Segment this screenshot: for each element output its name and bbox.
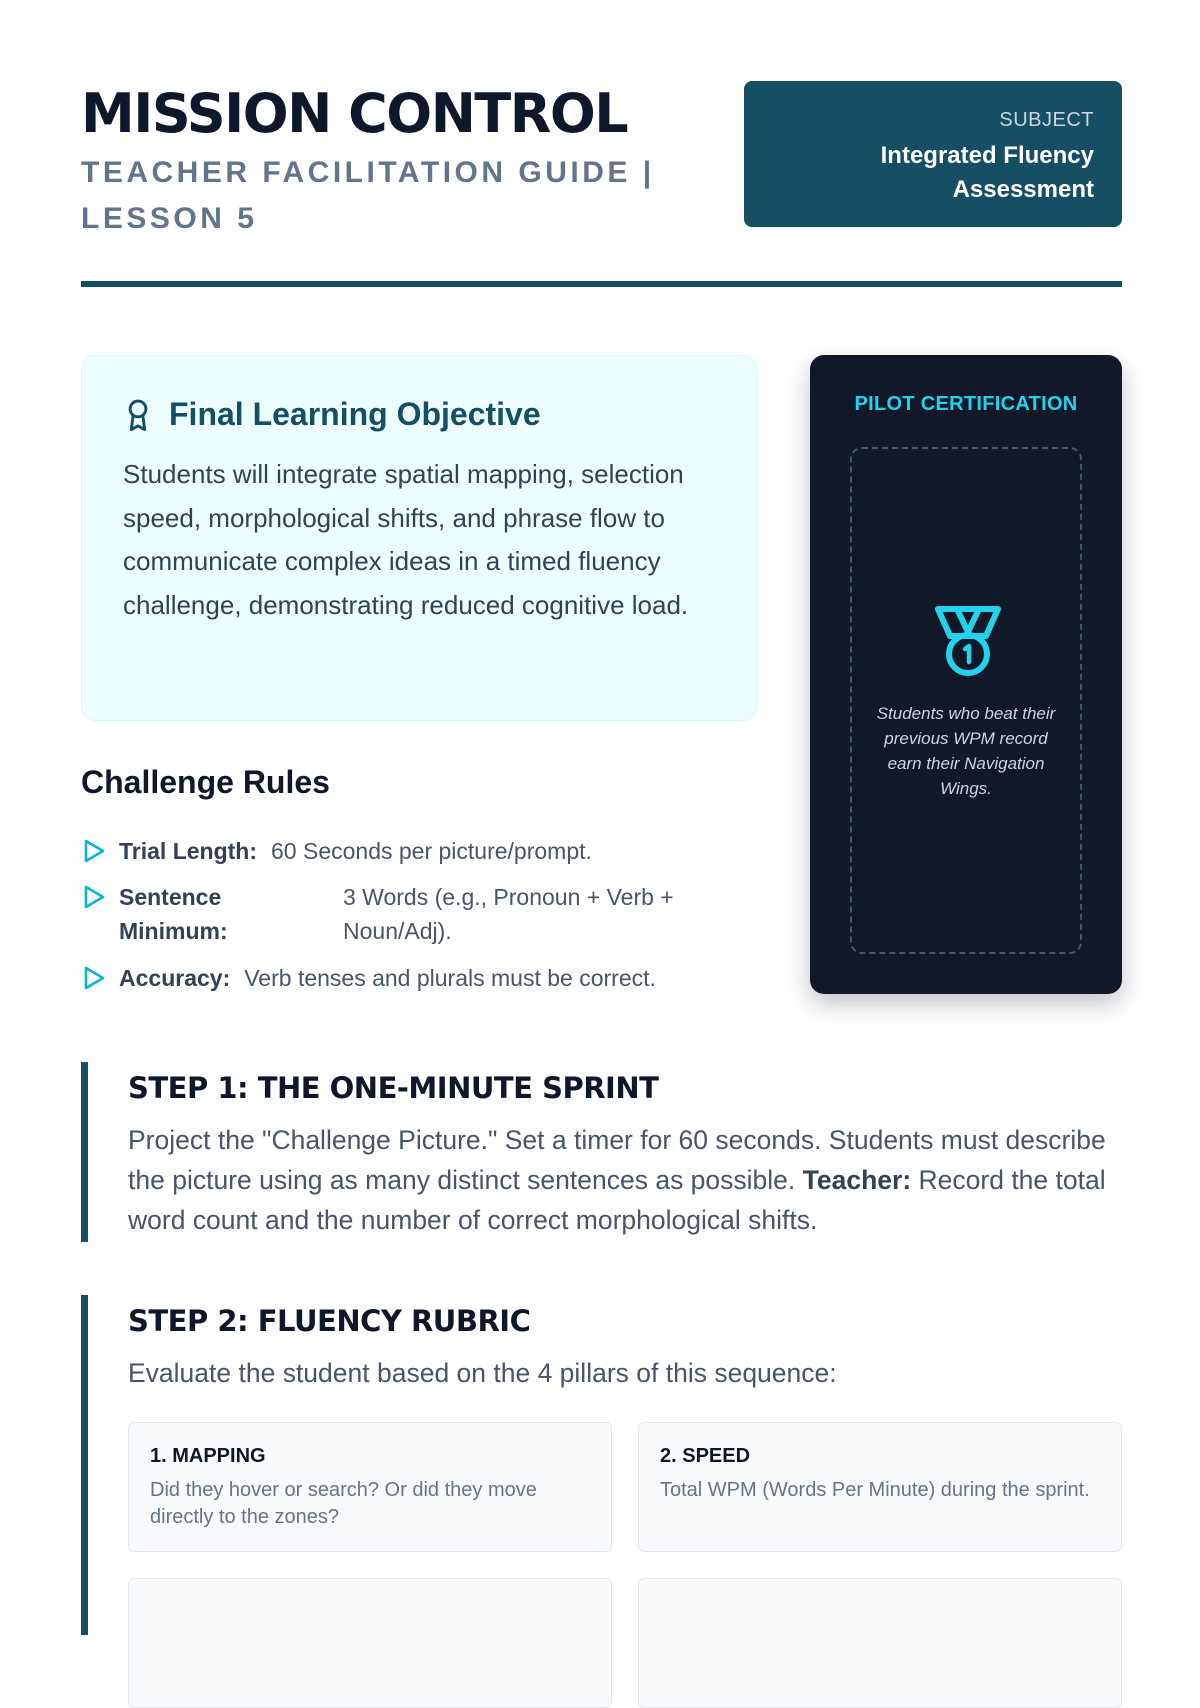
rubric-card: [638, 1422, 1122, 1552]
play-triangle-icon: [81, 884, 107, 910]
medal-icon: [932, 604, 1004, 678]
teacher-instructions: Record the total word count and the number of correct morphological shifts.: [128, 1165, 1106, 1235]
page-subtitle: TEACHER FACILITATION GUIDE | LESSON 5: [81, 156, 655, 235]
rule-label: Sentence Minimum:: [119, 884, 228, 944]
challenge-rules-title: Challenge Rules: [81, 764, 330, 800]
rubric-card-title: 2. SPEED: [660, 1445, 751, 1467]
subject-label: SUBJECT: [999, 109, 1094, 131]
step-1-text: [128, 1120, 1122, 1240]
objective-panel: [81, 355, 757, 721]
step-1-title: STEP 1: THE ONE-MINUTE SPRINT: [128, 1071, 659, 1105]
rule-value: 3 Words (e.g., Pronoun + Verb + Noun/Adj).: [343, 884, 674, 944]
award-ribbon-icon: [123, 398, 153, 432]
rubric-card-title: 1. MAPPING: [150, 1445, 266, 1467]
pilot-card-text: Students who beat their previous WPM record earn their Navigation Wings.: [876, 704, 1056, 798]
step-1-section: [81, 1062, 1122, 1242]
subject-badge: [744, 81, 1122, 227]
step-2-section: [81, 1295, 1122, 1635]
rule-item: [81, 880, 723, 948]
rubric-card: [638, 1578, 1122, 1708]
pilot-card-title: PILOT CERTIFICATION: [854, 393, 1078, 415]
step-2-text: Evaluate the student based on the 4 pillars of this sequence:: [128, 1358, 837, 1388]
step-1-instructions: Project the "Challenge Picture." Set a timer for 60 seconds. Students must describe the picture using as many distinct sentences as possible.: [128, 1125, 1106, 1195]
objective-header: [123, 396, 716, 433]
rule-value: 60 Seconds per picture/prompt.: [271, 838, 592, 864]
rubric-card: [128, 1422, 612, 1552]
rubric-card-description: Did they hover or search? Or did they move directly to the zones?: [150, 1479, 537, 1528]
pilot-card-frame: [850, 447, 1082, 954]
play-triangle-icon: [81, 838, 107, 864]
objective-title: Final Learning Objective: [169, 396, 541, 432]
header: [81, 0, 1122, 288]
rule-item: [81, 834, 592, 868]
rule-label: Accuracy:: [119, 965, 231, 991]
page-title: MISSION CONTROL: [81, 82, 628, 145]
rubric-card: [128, 1578, 612, 1708]
pilot-certification-card: [810, 355, 1122, 994]
page: [81, 0, 1122, 1528]
objective-text: Students will integrate spatial mapping, selection speed, morphological shifts, and phrase flow to communicate complex ideas in a timed fluency challenge, demonstrating reduced cognitive load.: [123, 459, 689, 620]
step-2-title: STEP 2: FLUENCY RUBRIC: [128, 1304, 531, 1338]
rule-item: [81, 961, 656, 995]
teacher-label: Teacher:: [802, 1165, 912, 1195]
rule-value: Verb tenses and plurals must be correct.: [244, 965, 656, 991]
header-divider: [81, 281, 1122, 287]
subject-value: Integrated Fluency Assessment: [880, 142, 1094, 203]
rubric-card-description: Total WPM (Words Per Minute) during the sprint.: [660, 1479, 1090, 1501]
play-triangle-icon: [81, 965, 107, 991]
rule-label: Trial Length:: [119, 838, 257, 864]
